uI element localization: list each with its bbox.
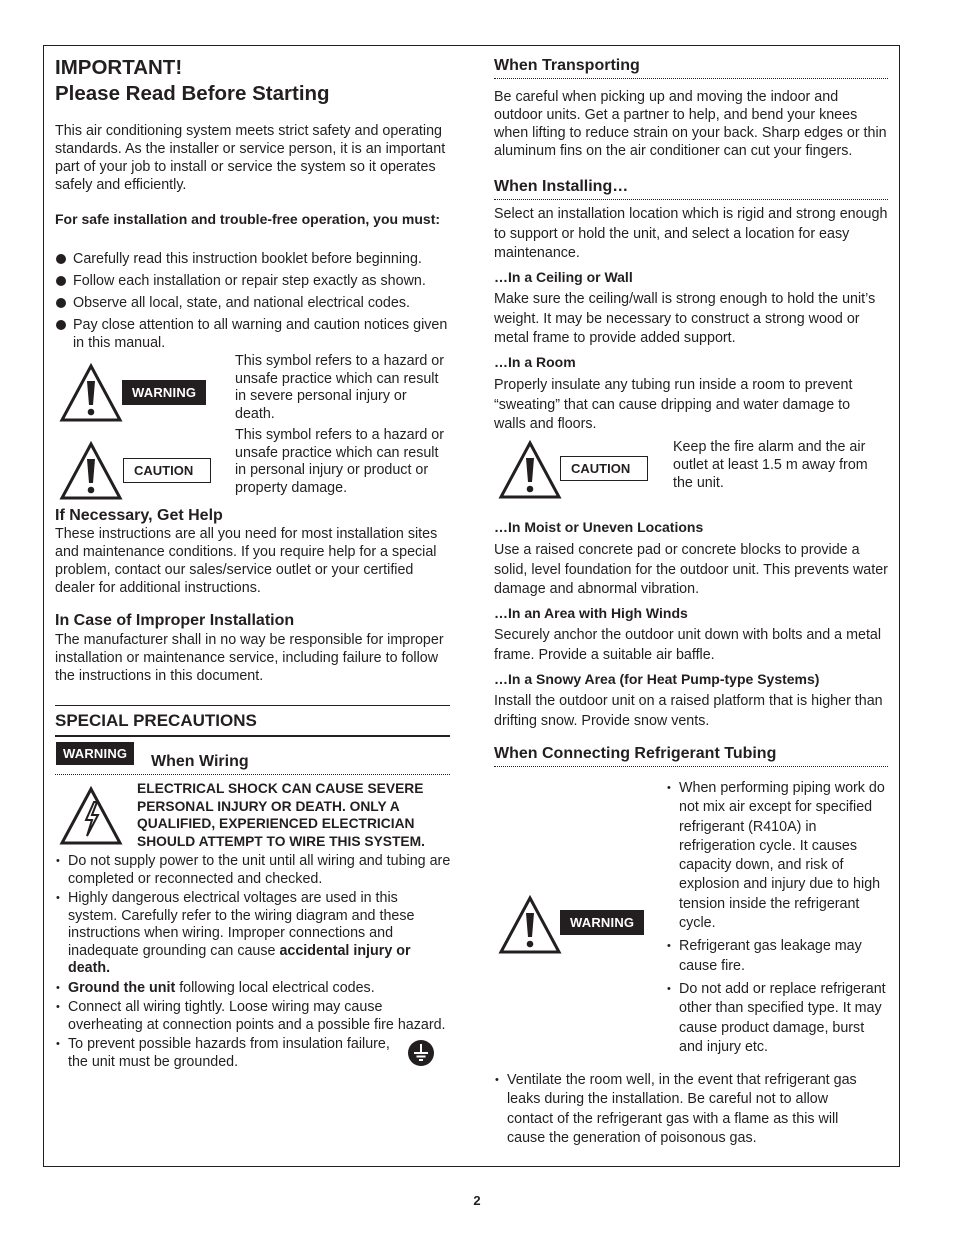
list-item: • Ventilate the room well, in the event that refrigerant gas leaks during the installation. Be careful not to allow contact of the refrigerant gas with a flame as this will cause the generation of poisonous gas. bbox=[494, 1071, 874, 1148]
warning-triangle-icon bbox=[59, 441, 123, 501]
warning-badge: WARNING bbox=[560, 910, 644, 935]
winds-heading: …In an Area with High Winds bbox=[494, 605, 688, 621]
must-list bbox=[55, 250, 451, 356]
list-item: • Do not supply power to the unit until all wiring and tubing are completed or reconnected and checked. bbox=[55, 853, 451, 888]
page-number: 2 bbox=[473, 1193, 481, 1208]
tubing-heading-bar bbox=[494, 744, 888, 767]
moist-text: Use a raised concrete pad or concrete blocks to provide a solid, level foundation for the outdoor unit. This prevents water damage and abnormal vibration. bbox=[494, 542, 888, 597]
list-item: Observe all local, state, and national electrical codes. bbox=[55, 294, 451, 312]
warning-symbol-text: This symbol refers to a hazard or unsafe practice which can result in severe personal injury or death. bbox=[235, 353, 444, 422]
fire-alarm-text: Keep the fire alarm and the air outlet at least 1.5 m away from the unit. bbox=[673, 439, 868, 491]
wiring-heading-bar bbox=[55, 752, 450, 775]
list-item-text: Highly dangerous electrical voltages are used in this system. Carefully refer to the wiring diagram and these instructions when wiring. Improper connections and inadequate grounding can cause bbox=[68, 890, 415, 959]
list-item-text: following local electrical codes. bbox=[175, 979, 375, 996]
ground-symbol-icon bbox=[407, 1039, 435, 1067]
transport-heading: When Transporting bbox=[494, 57, 640, 74]
warning-triangle-icon bbox=[498, 440, 562, 500]
page-title-line1: IMPORTANT! bbox=[55, 56, 183, 79]
moist-heading: …In Moist or Uneven Locations bbox=[494, 519, 704, 535]
warning-badge: WARNING bbox=[56, 742, 134, 765]
list-item bbox=[55, 890, 451, 978]
installing-text: Select an installation location which is rigid and strong enough to support or hold the unit, and select a location for easy maintenance. bbox=[494, 206, 888, 261]
wiring-heading: When Wiring bbox=[151, 753, 249, 770]
caution-badge: CAUTION bbox=[123, 458, 211, 483]
improper-text: The manufacturer shall in no way be responsible for improper installation or maintenance service, including failure to follow the instructions in this document. bbox=[55, 632, 444, 684]
must-heading: For safe installation and trouble-free operation, you must: bbox=[55, 211, 441, 227]
list-item: • When performing piping work do not mix air except for specified refrigerant (R410A) in refrigeration cycle. It causes capacity down, and risk of explosion and injury due to high tension inside the refrigerant cycle. bbox=[666, 779, 890, 933]
winds-text: Securely anchor the outdoor unit down with bolts and a metal frame. Provide a suitable air baffle. bbox=[494, 627, 882, 663]
snowy-text: Install the outdoor unit on a raised platform that is higher than drifting snow. Provide snow vents. bbox=[494, 693, 883, 729]
special-heading: SPECIAL PRECAUTIONS bbox=[55, 711, 257, 730]
list-item: Follow each installation or repair step exactly as shown. bbox=[55, 272, 451, 290]
list-item: • Connect all wiring tightly. Loose wiring may cause overheating at connection points and a possible fire hazard. bbox=[55, 999, 451, 1034]
installing-heading-bar bbox=[494, 177, 888, 200]
snowy-heading: …In a Snowy Area (for Heat Pump-type Systems) bbox=[494, 671, 820, 687]
shock-warning-text: ELECTRICAL SHOCK CAN CAUSE SEVERE PERSONAL INJURY OR DEATH. ONLY A QUALIFIED, EXPERIENCED ELECTRICIAN SHOULD ATTEMPT TO WIRE THIS SYSTEM. bbox=[137, 781, 425, 849]
transport-text: Be careful when picking up and moving the indoor and outdoor units. Get a partner to help, and bend your knees when lifting to reduce strain on your back. Sharp edges or thin aluminum fins on the air conditioner can cut your fingers. bbox=[494, 89, 887, 159]
room-heading: …In a Room bbox=[494, 354, 576, 370]
tubing-list bbox=[666, 779, 890, 1059]
caution-badge: CAUTION bbox=[560, 456, 648, 481]
list-item-emphasis: accidental injury or death. bbox=[68, 942, 411, 976]
transport-heading-bar bbox=[494, 56, 888, 79]
warning-triangle-icon bbox=[498, 895, 562, 955]
electric-shock-icon bbox=[59, 786, 123, 846]
caution-symbol-text: This symbol refers to a hazard or unsafe practice which can result in personal injury or product or property damage. bbox=[235, 427, 444, 496]
list-item: • Do not add or replace refrigerant other than specified type. It may cause product damage, burst and injury etc. bbox=[666, 980, 890, 1057]
wiring-list bbox=[55, 853, 451, 1073]
list-item: Pay close attention to all warning and caution notices given in this manual. bbox=[55, 316, 451, 352]
intro-paragraph: This air conditioning system meets strict safety and operating standards. As the installer or service person, it is an important part of your job to install or service the system so it operates safely and efficiently. bbox=[55, 123, 446, 193]
ceiling-text: Make sure the ceiling/wall is strong enough to hold the unit’s weight. It may be necessary to construct a strong wood or metal frame to provide added support. bbox=[494, 291, 876, 346]
help-heading: If Necessary, Get Help bbox=[55, 507, 223, 524]
special-precautions-header bbox=[55, 705, 450, 737]
warning-triangle-icon bbox=[59, 363, 123, 423]
ventilate-list bbox=[494, 1071, 874, 1150]
room-text: Properly insulate any tubing run inside a room to prevent “sweating” that can cause dripping and water damage to walls and floors. bbox=[494, 377, 853, 432]
warning-badge: WARNING bbox=[122, 380, 206, 405]
list-item: Carefully read this instruction booklet before beginning. bbox=[55, 250, 451, 268]
tubing-heading: When Connecting Refrigerant Tubing bbox=[494, 745, 777, 762]
list-item: • To prevent possible hazards from insulation failure, the unit must be grounded. bbox=[55, 1036, 404, 1071]
list-item-emphasis: Ground the unit bbox=[68, 979, 176, 996]
list-item: • Refrigerant gas leakage may cause fire. bbox=[666, 937, 890, 976]
list-item bbox=[55, 980, 451, 998]
page-title-line2: Please Read Before Starting bbox=[55, 82, 330, 105]
improper-heading: In Case of Improper Installation bbox=[55, 612, 295, 629]
installing-heading: When Installing… bbox=[494, 178, 629, 195]
help-text: These instructions are all you need for most installation sites and maintenance conditions. If you require help for a special problem, contact our sales/service outlet or your certified dealer for additional instructions. bbox=[55, 526, 438, 596]
left-column bbox=[55, 55, 451, 107]
ceiling-heading: …In a Ceiling or Wall bbox=[494, 269, 633, 285]
